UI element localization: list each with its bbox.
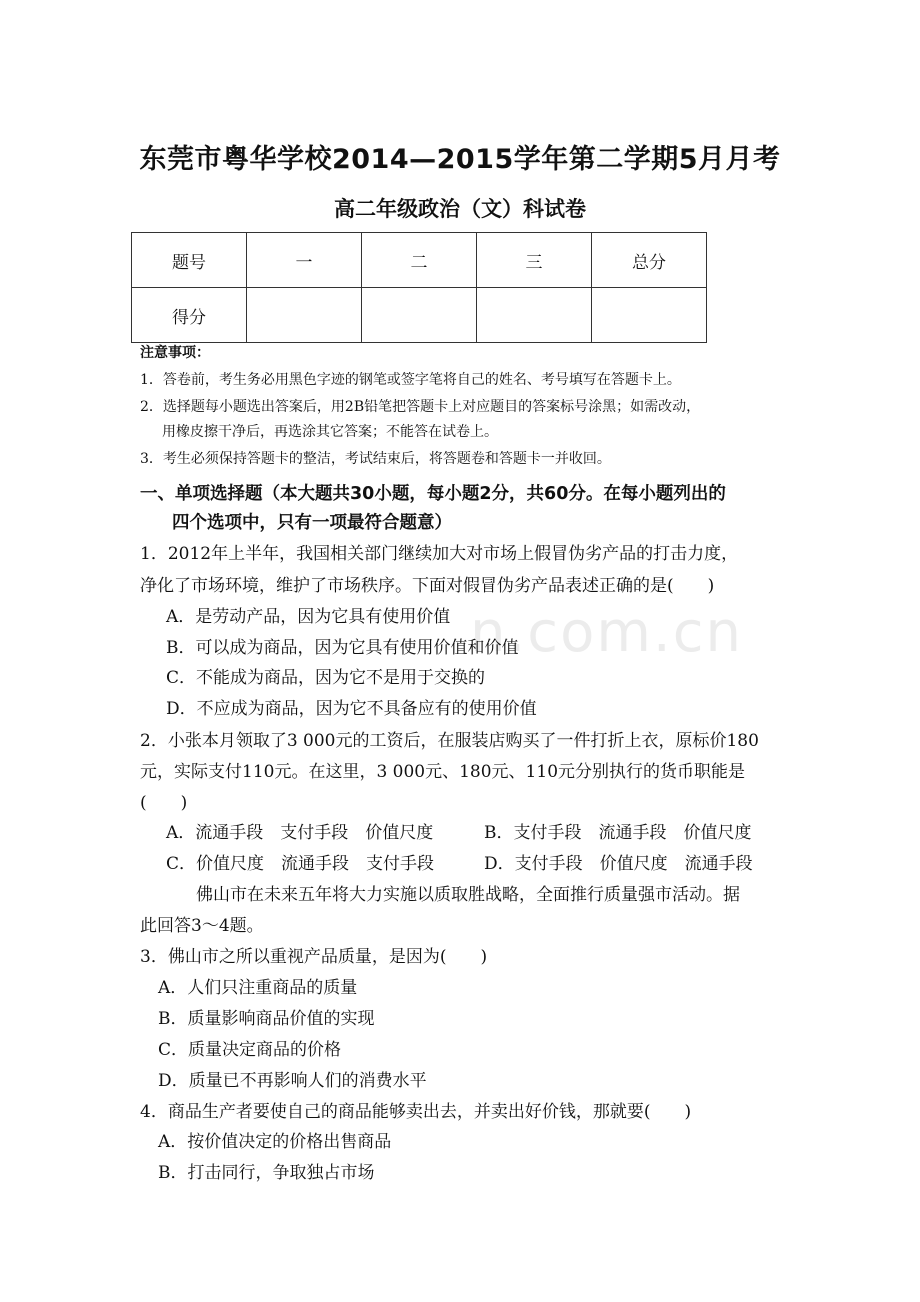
option: D．支付手段 价值尺度 流通手段 xyxy=(484,854,753,874)
score-table-header-row xyxy=(132,233,707,288)
option: B．质量影响商品价值的实现 xyxy=(158,1009,375,1029)
question-stem: ( ) xyxy=(140,793,188,813)
exam-title: 东莞市粤华学校2014—2015学年第二学期5月月考 xyxy=(139,144,781,175)
option: A．人们只注重商品的质量 xyxy=(158,978,358,998)
notice-item: 用橡皮擦干净后，再选涂其它答案；不能答在试卷上。 xyxy=(162,424,498,440)
exam-subtitle: 高二年级政治（文）科试卷 xyxy=(334,197,586,221)
option: A．按价值决定的价格出售商品 xyxy=(158,1132,392,1152)
option: D．不应成为商品，因为它不具备应有的使用价值 xyxy=(166,699,537,719)
option: A．流通手段 支付手段 价值尺度 xyxy=(166,823,434,843)
score-header-cell: 二 xyxy=(362,233,477,288)
notice-item-continued xyxy=(140,420,790,444)
option: B．支付手段 流通手段 价值尺度 xyxy=(484,823,752,843)
score-cell xyxy=(362,288,477,343)
score-cell xyxy=(477,288,592,343)
score-table xyxy=(131,232,707,343)
option: A．是劳动产品，因为它具有使用价值 xyxy=(166,607,451,627)
option: C．价值尺度 流通手段 支付手段 xyxy=(166,854,435,874)
question-stem: 3．佛山市之所以重视产品质量，是因为( ) xyxy=(140,947,488,967)
option: C．不能成为商品，因为它不是用于交换的 xyxy=(166,668,486,688)
material-text: 佛山市在未来五年将大力实施以质取胜战略，全面推行质量强市活动。据 xyxy=(196,885,740,905)
option: C．质量决定商品的价格 xyxy=(158,1040,342,1060)
question-stem: 2．小张本月领取了3 000元的工资后，在服装店购买了一件打折上衣，原标价180 xyxy=(140,731,759,751)
score-header-cell: 一 xyxy=(247,233,362,288)
notice-item: 1．答卷前，考生务必用黑色字迹的钢笔或签字笔将自己的姓名、考号填写在答题卡上。 xyxy=(140,372,681,388)
score-row-label: 得分 xyxy=(132,288,247,343)
notice-item: 3．考生必须保持答题卡的整洁，考试结束后，将答题卷和答题卡一并收回。 xyxy=(140,451,611,467)
option: B．可以成为商品，因为它具有使用价值和价值 xyxy=(166,638,519,658)
score-cell xyxy=(592,288,707,343)
material-text: 此回答3～4题。 xyxy=(140,916,264,936)
option: D．质量已不再影响人们的消费水平 xyxy=(158,1071,427,1091)
score-header-cell: 总分 xyxy=(592,233,707,288)
section-heading xyxy=(140,480,800,538)
score-header-cell: 题号 xyxy=(132,233,247,288)
option: B．打击同行，争取独占市场 xyxy=(158,1163,375,1183)
section-heading-line: 一、单项选择题（本大题共30小题，每小题2分，共60分。在每小题列出的 xyxy=(140,484,726,504)
notice-item: 2．选择题每小题选出答案后，用2B铅笔把答题卡上对应题目的答案标号涂黑；如需改动， xyxy=(140,399,701,415)
question-stem: 元，实际支付110元。在这里，3 000元、180元、110元分别执行的货币职能是 xyxy=(140,762,746,782)
watermark: n.com.cn xyxy=(470,600,743,665)
notice-title: 注意事项： xyxy=(140,345,210,361)
question-stem: 1．2012年上半年，我国相关部门继续加大对市场上假冒伪劣产品的打击力度， xyxy=(140,544,739,564)
section-heading-line: 四个选项中，只有一项最符合题意） xyxy=(172,513,452,533)
question-stem: 净化了市场环境，维护了市场秩序。下面对假冒伪劣产品表述正确的是( ) xyxy=(140,576,715,596)
score-table-score-row xyxy=(132,288,707,343)
score-cell xyxy=(247,288,362,343)
score-header-cell: 三 xyxy=(477,233,592,288)
question-stem: 4．商品生产者要使自己的商品能够卖出去，并卖出好价钱，那就要( ) xyxy=(140,1102,692,1122)
